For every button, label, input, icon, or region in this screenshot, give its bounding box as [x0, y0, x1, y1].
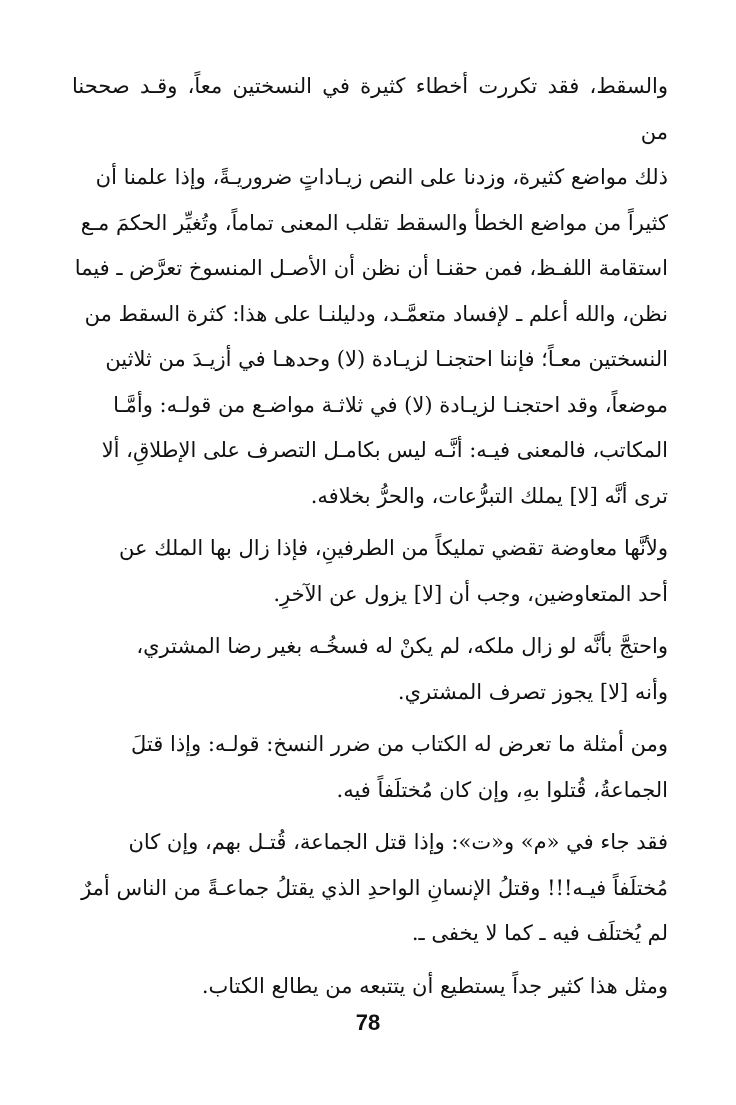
paragraph-conclusion: ومثل هذا كثير جداً يستطيع أن يتتبعه من يطالع الكتاب.: [201, 973, 668, 998]
paragraph-copy-damage-example: ومن أمثلة ما تعرض له الكتاب من ضرر النسخ: قولـه: وإذا قتلَ الجماعةُ، قُتلوا بهِ، وإن كان مُختلَفاً فيه.: [131, 732, 668, 802]
paragraph-argument: واحتجَّ بأنَّه لو زال ملكه، لم يكنْ له فسخُـه بغير رضا المشتري، وأنه [لا] يجوز تصرف المشتري.: [136, 634, 668, 704]
page-body: [72, 64, 668, 1009]
paragraph-manuscript-variant: فقد جاء في «م» و«ت»: وإذا قتل الجماعة، قُتـل بهم، وإن كان مُختلَفاً فيـه!!! وقتلُ الإنسانِ الواحدِ الذي يقتلُ جماعـةً من الناس أمرٌ لم يُختلَف فيه ـ كما لا يخفى ـ.: [81, 830, 668, 945]
page-number: 78: [355, 1010, 381, 1035]
paragraph-exchange: ولأنَّها معاوضة تقضي تمليكاً من الطرفينِ، فإذا زال بها الملك عن أحد المتعاوضين، وجب أن [لا] يزول عن الآخرِ.: [119, 536, 668, 606]
paragraph-manuscript-errors: والسقط، فقد تكررت أخطاء كثيرة في النسختين معاً، وقـد صححنا من ذلك مواضع كثيرة، وزدنا على النص زيـاداتٍ ضروريـةً، وإذا علمنا أن كثيراً من مواضع الخطأ والسقط تقلب المعنى تماماً، وتُغيِّر الحكمَ مـع استقامة اللفـظ، فمن حقنـا أن نظن أن الأصـل المنسوخ تعرَّض ـ فيما نظن، والله أعلم ـ لإفساد متعمَّـد، ودليلنـا على هذا: كثرة السقط من النسختين معـاً؛ فإننا احتجنـا لزيـادة (لا) وحدهـا في أزيـدَ من ثلاثين موضعاً، وقد احتجنـا لزيـادة (لا) في ثلاثـة مواضـع من قولـه: وأمَّـا المكاتب، فالمعنى فيـه: أنَّـه ليس بكامـل التصرف على الإطلاقِ، ألا ترى أنَّه [لا] يملك التبرُّعات، والحرُّ بخلافه.: [72, 74, 668, 508]
